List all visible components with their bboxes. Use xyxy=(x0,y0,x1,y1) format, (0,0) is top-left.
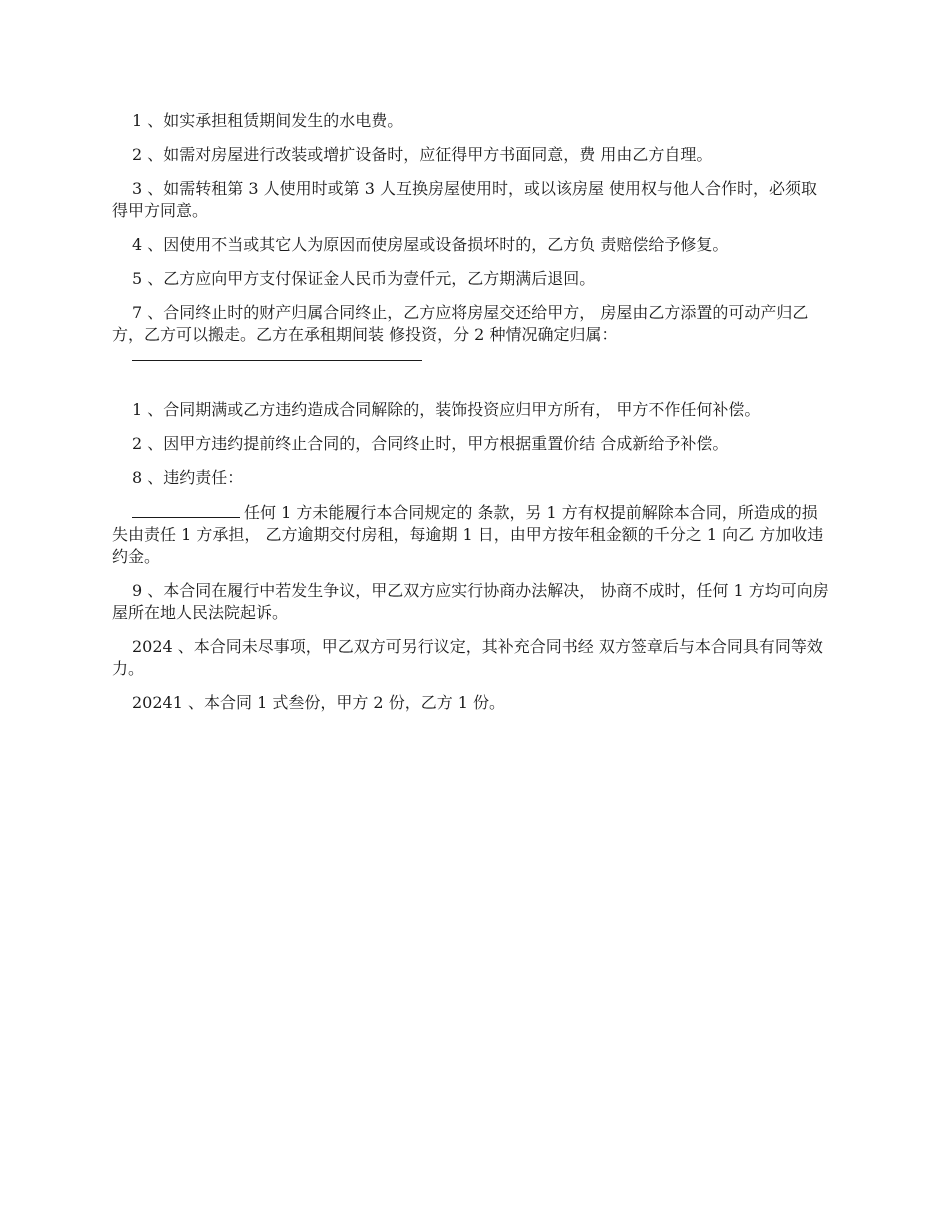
sub-clause-2-early-termination: 2 、因甲方违约提前终止合同的，合同终止时，甲方根据重置价结 合成新给予补偿。 xyxy=(132,434,729,453)
clause-7-property: 7 、合同终止时的财产归属合同终止，乙方应将房屋交还给甲方， 房屋由乙方添置的可动产归乙方，乙方可以搬走。乙方在承租期间装 修投资，分 2 种情况确定归属： xyxy=(112,303,809,344)
clause-2-renovation: 2 、如需对房屋进行改装或增扩设备时，应征得甲方书面同意，费 用由乙方自理。 xyxy=(132,145,713,164)
clause-4-damage: 4 、因使用不当或其它人为原因而使房屋或设备损坏时的，乙方负 责赔偿给予修复。 xyxy=(132,235,729,254)
clause-8-liability-heading: 8 、违约责任： xyxy=(132,468,244,487)
clause-8-liability-body xyxy=(112,501,832,568)
document-page xyxy=(112,110,832,714)
sub-clause-1-expiry: 1 、合同期满或乙方违约造成合同解除的，装饰投资应归甲方所有， 甲方不作任何补偿。 xyxy=(132,400,761,419)
clause-1-utilities: 1 、如实承担租赁期间发生的水电费。 xyxy=(132,111,404,130)
clause-copies: 20241 、本合同 1 式叁份，甲方 2 份，乙方 1 份。 xyxy=(132,693,506,712)
clause-9-disputes: 9 、本合同在履行中若发生争议，甲乙双方应实行协商办法解决， 协商不成时，任何 1 方均可向房屋所在地人民法院起诉。 xyxy=(112,581,829,622)
liability-text: 任何 1 方未能履行本合同规定的 条款，另 1 方有权提前解除本合同，所造成的损失由责任 1 方承担， 乙方逾期交付房租，每逾期 1 日，由甲方按年租金额的千分之 1 向乙 方加收违约金。 xyxy=(112,503,824,566)
blank-fill-line xyxy=(132,501,240,518)
separator-line xyxy=(132,360,422,361)
clause-5-deposit: 5 、乙方应向甲方支付保证金人民币为壹仟元，乙方期满后退回。 xyxy=(132,269,596,288)
clause-3-sublet: 3 、如需转租第 3 人使用时或第 3 人互换房屋使用时，或以该房屋 使用权与他人合作时，必须取得甲方同意。 xyxy=(112,179,818,220)
clause-supplementary: 2024 、本合同未尽事项，甲乙双方可另行议定，其补充合同书经 双方签章后与本合同具有同等效力。 xyxy=(112,637,823,678)
